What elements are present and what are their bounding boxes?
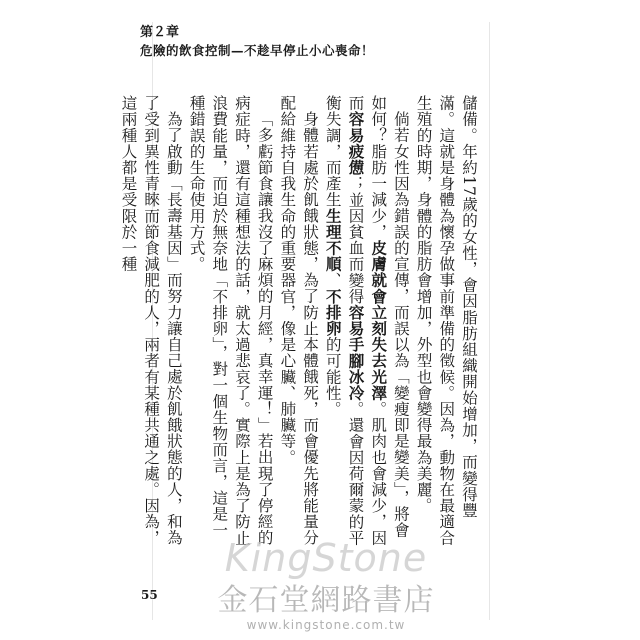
paragraph <box>185 95 276 550</box>
paragraph-text: 倘若女性因為錯誤的宣傳，而誤以為「變瘦即是變美」，將會如何？脂肪一減少， <box>369 95 410 538</box>
paragraph <box>276 95 321 550</box>
paragraph-text: 儲備。年約17歲的女性，會因脂肪組織開始增加，而變得豐滿。這就是身體為懷孕做事前準備的徵候。因為，動物在最適合生殖的時期，身體的脂肪會增加，外型也會變得最為美麗。 <box>414 95 478 546</box>
watermark-url: www.kingstone.com.tw <box>246 618 406 632</box>
paragraph-text: 的可能性。 <box>323 336 342 418</box>
paragraph <box>321 95 412 550</box>
paragraph <box>412 95 480 550</box>
emphasis-text: 容易手腳冰冷 <box>346 304 365 401</box>
paragraph-text: 、 <box>323 272 342 289</box>
paragraph-text: ；並因貧血而變得 <box>346 175 365 305</box>
emphasis-text: 生理不順 <box>323 207 342 273</box>
paragraph <box>117 95 185 550</box>
paragraph-text: 為了啟動「長壽基因」而努力讓自己處於飢餓狀態的人，和為了受到異性青睞而節食減肥的人，兩者有某種共通之處。因為，這兩種人都是受限於一種 <box>119 95 183 546</box>
watermark-brand: KingStone <box>224 536 428 580</box>
emphasis-text: 容易疲憊 <box>346 111 365 176</box>
chapter-label: 第２章 <box>140 25 180 40</box>
paragraph-text: 。肌肉也會減少，因而 <box>346 95 388 546</box>
chapter-title: 危險的飲食控制—不趁早停止小心喪命！ <box>140 43 375 58</box>
paragraph-text: 。還會因荷爾蒙的平衡失調，而產生 <box>323 95 365 546</box>
page-number: 55 <box>141 588 158 602</box>
emphasis-text: 不排卵 <box>323 288 342 337</box>
chapter-header <box>140 24 374 60</box>
body-text <box>119 95 480 550</box>
watermark-chinese: 金石堂網路書店 <box>217 583 435 618</box>
emphasis-text: 皮膚就會立刻失去光澤 <box>369 239 388 401</box>
paragraph-text: 「多虧節食讓我沒了麻煩的月經，真幸運！」若出現了停經的病症時，還有這種想法的話，就太過悲哀了。實際上是為了防止浪費能量，而迫於無奈地「不排卵」，對一個生物而言，這是一種錯誤的生命使用方式。 <box>187 95 274 546</box>
paragraph-text: 身體若處於飢餓狀態，為了防止本體餓死，而會優先將能量分配給維持自我生命的重要器官，像是心臟、肺臟等。 <box>278 95 320 546</box>
